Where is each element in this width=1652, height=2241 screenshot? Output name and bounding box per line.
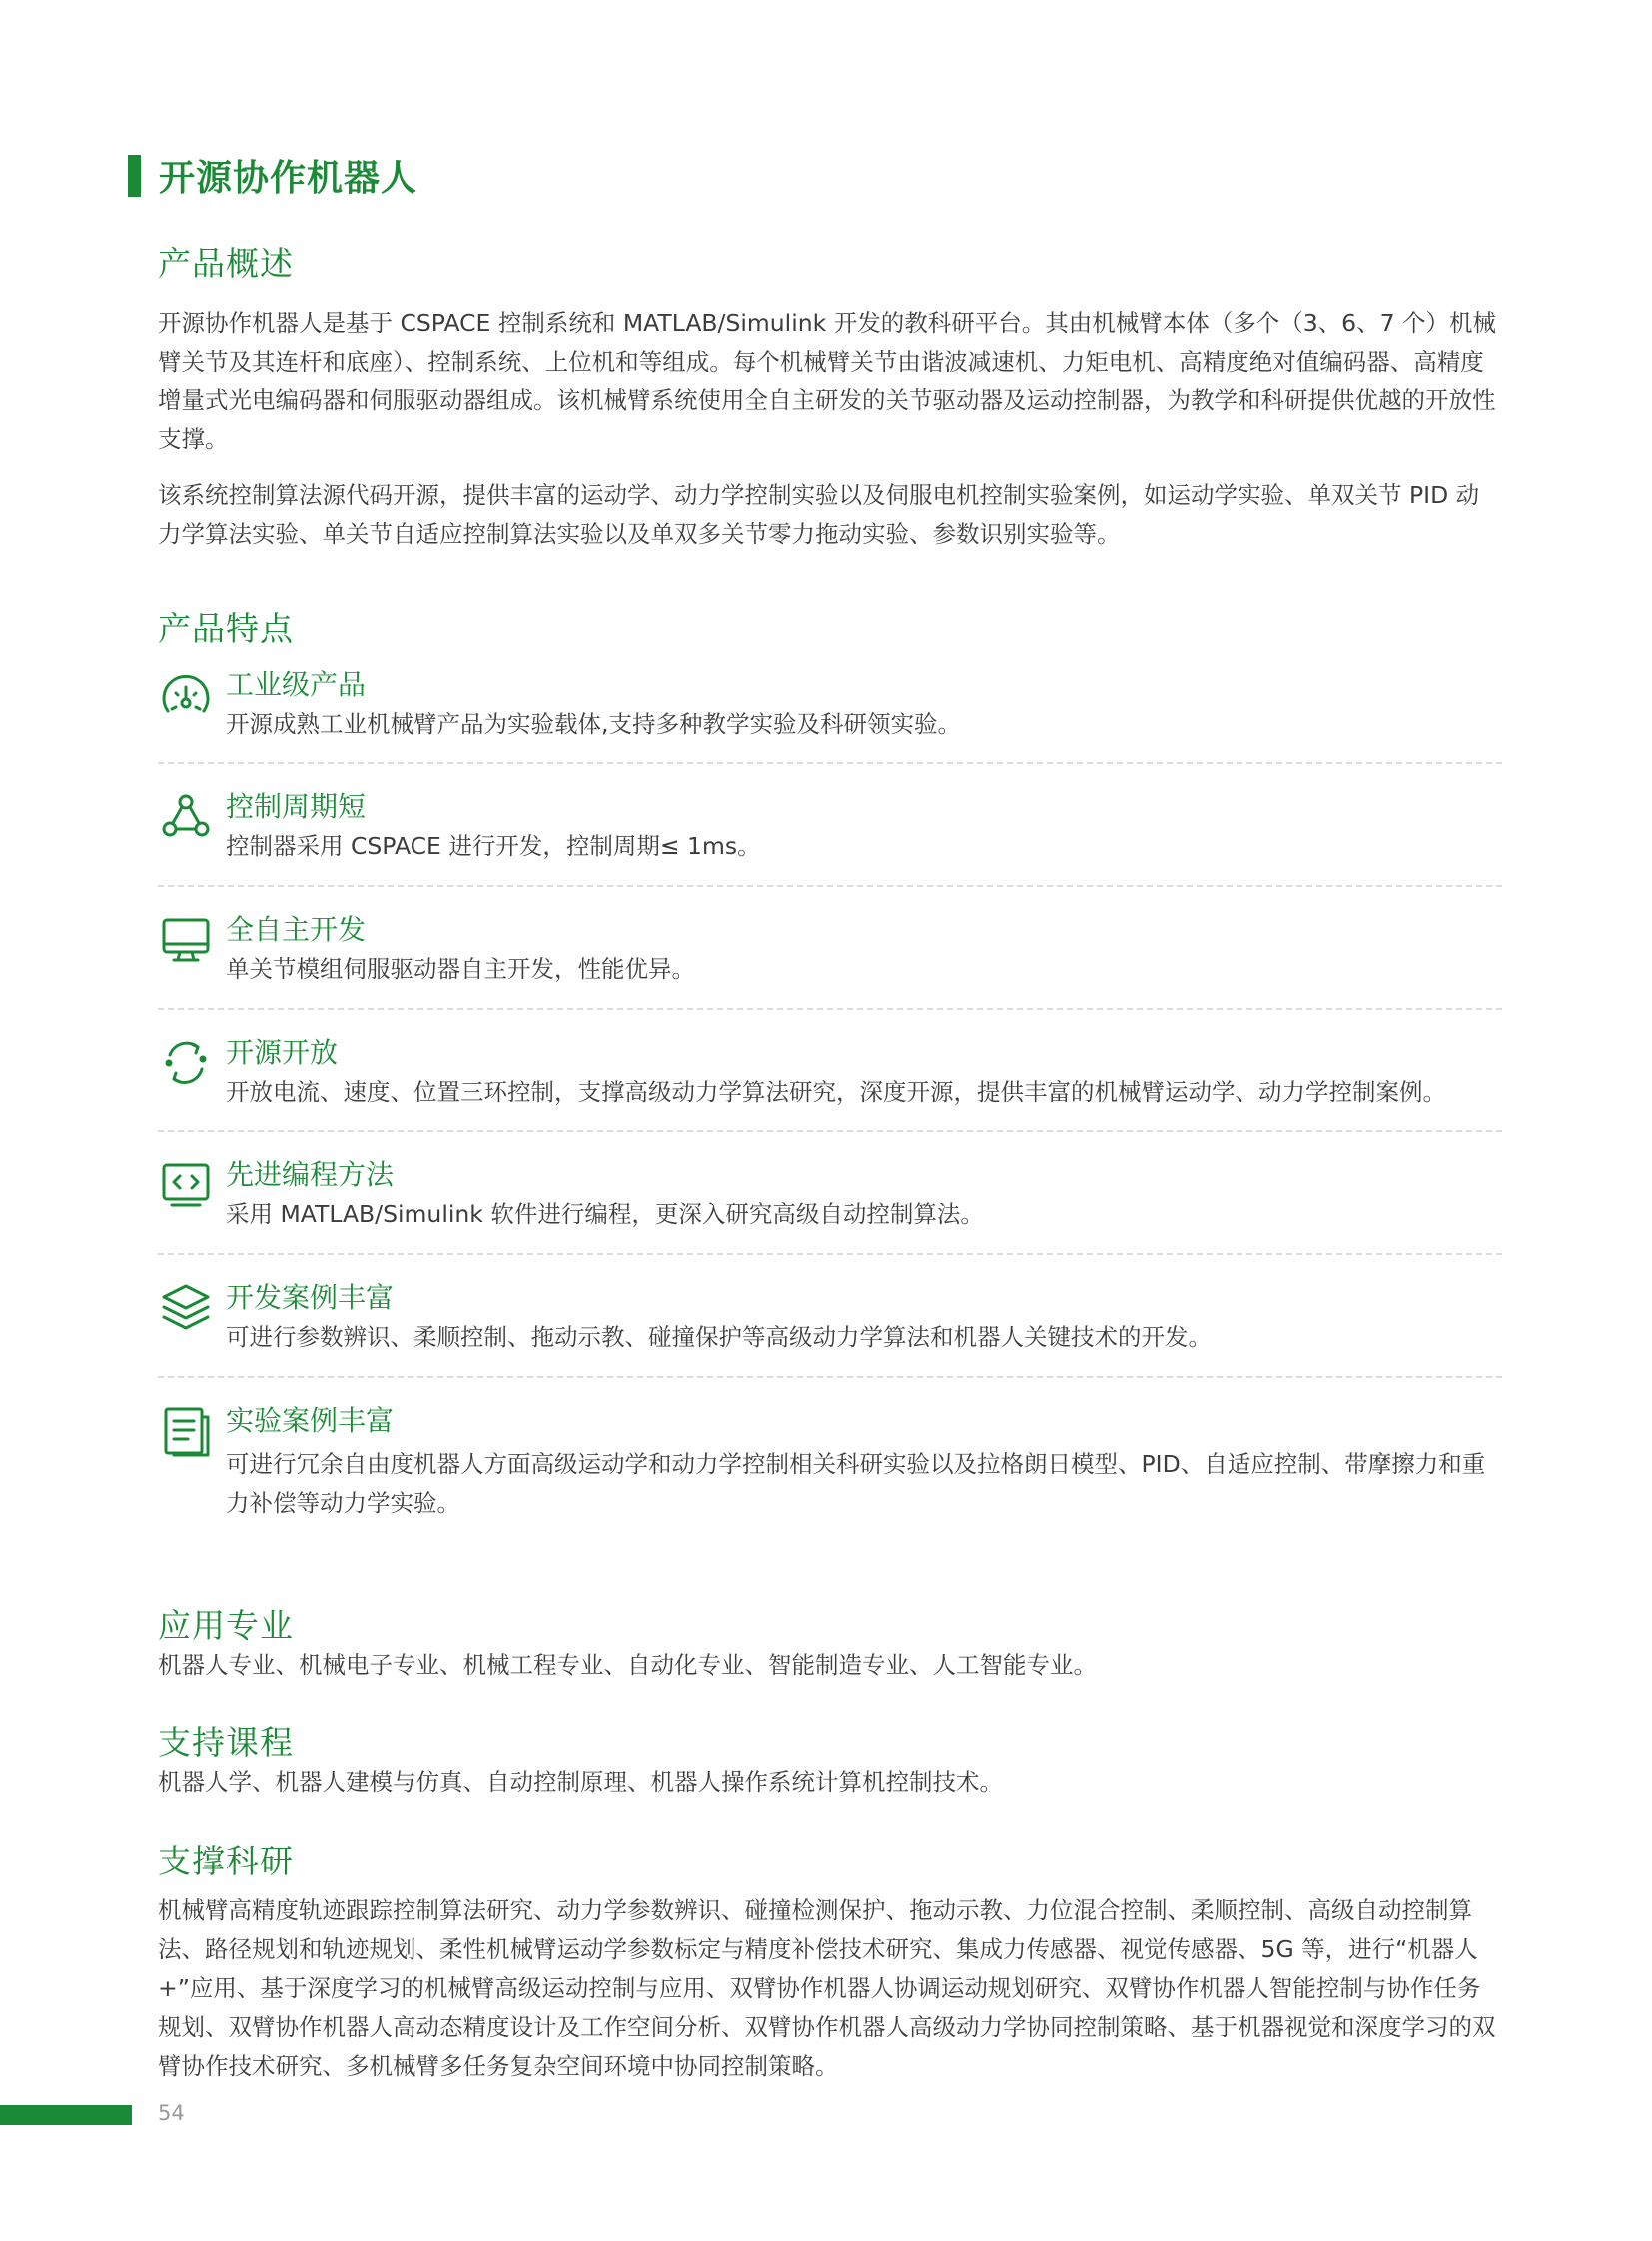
feature-item [158,1035,1502,1115]
refresh-icon [158,1035,214,1091]
feature-title: 全自主开发 [226,913,367,946]
feature-desc: 可进行冗余自由度机器人方面高级运动学和动力学控制相关科研实验以及拉格朗日模型、PID、自适应控制、带摩擦力和重力补偿等动力学实验。 [226,1450,1486,1517]
majors-heading: 应用专业 [158,1606,294,1645]
research-text: 机械臂高精度轨迹跟踪控制算法研究、动力学参数辨识、碰撞检测保护、拖动示教、力位混合控制、柔顺控制、高级自动控制算法、路径规划和轨迹规划、柔性机械臂运动学参数标定与精度补偿技术研究、集成力传感器、视觉传感器、5G 等，进行“机器人 +”应用、基于深度学习的机械臂高级运动控制与应用、双臂协作机器人协调运动规划研究、双臂协作机器人智能控制与协作任务规划、双臂协作机器人高动态精度设计及工作空间分析、双臂协作机器人高级动力学协同控制策略、基于机器视觉和深度学习的双臂协作技术研究、多机械臂多任务复杂空间环境中协同控制策略。 [158,1896,1496,2080]
overview-paragraph-2: 该系统控制算法源代码开源，提供丰富的运动学、动力学控制实验以及伺服电机控制实验案例，如运动学实验、单双关节 PID 动力学算法实验、单关节自适应控制算法实验以及单双多关节零力拖动实验、参数识别实验等。 [158,481,1480,548]
gauge-icon [158,667,214,723]
feature-title: 开发案例丰富 [226,1281,395,1314]
code-icon [158,1157,214,1213]
network-icon [158,789,214,845]
feature-title: 先进编程方法 [226,1158,395,1191]
feature-item [158,1157,1502,1237]
divider [158,1376,1502,1378]
feature-item [158,1403,1502,1523]
feature-title: 工业级产品 [226,668,367,701]
feature-desc: 采用 MATLAB/Simulink 软件进行编程，更深入研究高级自动控制算法。 [226,1200,984,1228]
overview-heading: 产品概述 [158,244,294,283]
divider [158,1253,1502,1255]
divider [158,1008,1502,1010]
divider [158,1130,1502,1132]
footer-accent-bar [0,2105,132,2125]
page-title [128,150,417,201]
research-heading: 支撑科研 [158,1842,294,1880]
page-number: 54 [158,2101,185,2125]
feature-desc: 开放电流、速度、位置三环控制，支撑高级动力学算法研究，深度开源，提供丰富的机械臂运动学、动力学控制案例。 [226,1078,1446,1106]
feature-title: 控制周期短 [226,790,367,823]
feature-desc: 开源成熟工业机械臂产品为实验载体,支持多种教学实验及科研领实验。 [226,710,961,738]
overview-paragraph-1: 开源协作机器人是基于 CSPACE 控制系统和 MATLAB/Simulink 开发的教科研平台。其由机械臂本体（多个（3、6、7 个）机械臂关节及其连杆和底座）、控制系统、上位机和等组成。每个机械臂关节由谐波减速机、力矩电机、高精度绝对值编码器、高精度增量式光电编码器和伺服驱动器组成。该机械臂系统使用全自主研发的关节驱动器及运动控制器，为教学和科研提供优越的开放性支撑。 [158,309,1497,453]
majors-text: 机器人专业、机械电子专业、机械工程专业、自动化专业、智能制造专业、人工智能专业。 [158,1651,1097,1679]
feature-item [158,1280,1502,1360]
feature-item [158,667,1502,747]
document-icon [158,1403,214,1459]
feature-item [158,912,1502,992]
feature-desc: 控制器采用 CSPACE 进行开发，控制周期≤ 1ms。 [226,832,761,860]
title-accent-bar [128,155,141,197]
feature-item [158,789,1502,869]
feature-title: 开源开放 [226,1036,339,1069]
layers-icon [158,1280,214,1336]
divider [158,885,1502,887]
divider [158,762,1502,764]
feature-desc: 单关节模组伺服驱动器自主开发，性能优异。 [226,955,695,983]
feature-desc: 可进行参数辨识、柔顺控制、拖动示教、碰撞保护等高级动力学算法和机器人关键技术的开发。 [226,1323,1212,1351]
monitor-icon [158,912,214,968]
courses-text: 机器人学、机器人建模与仿真、自动控制原理、机器人操作系统计算机控制技术。 [158,1768,1003,1796]
courses-heading: 支持课程 [158,1723,294,1762]
features-heading: 产品特点 [158,609,294,648]
feature-title: 实验案例丰富 [226,1404,395,1437]
page-title-text: 开源协作机器人 [159,158,418,199]
